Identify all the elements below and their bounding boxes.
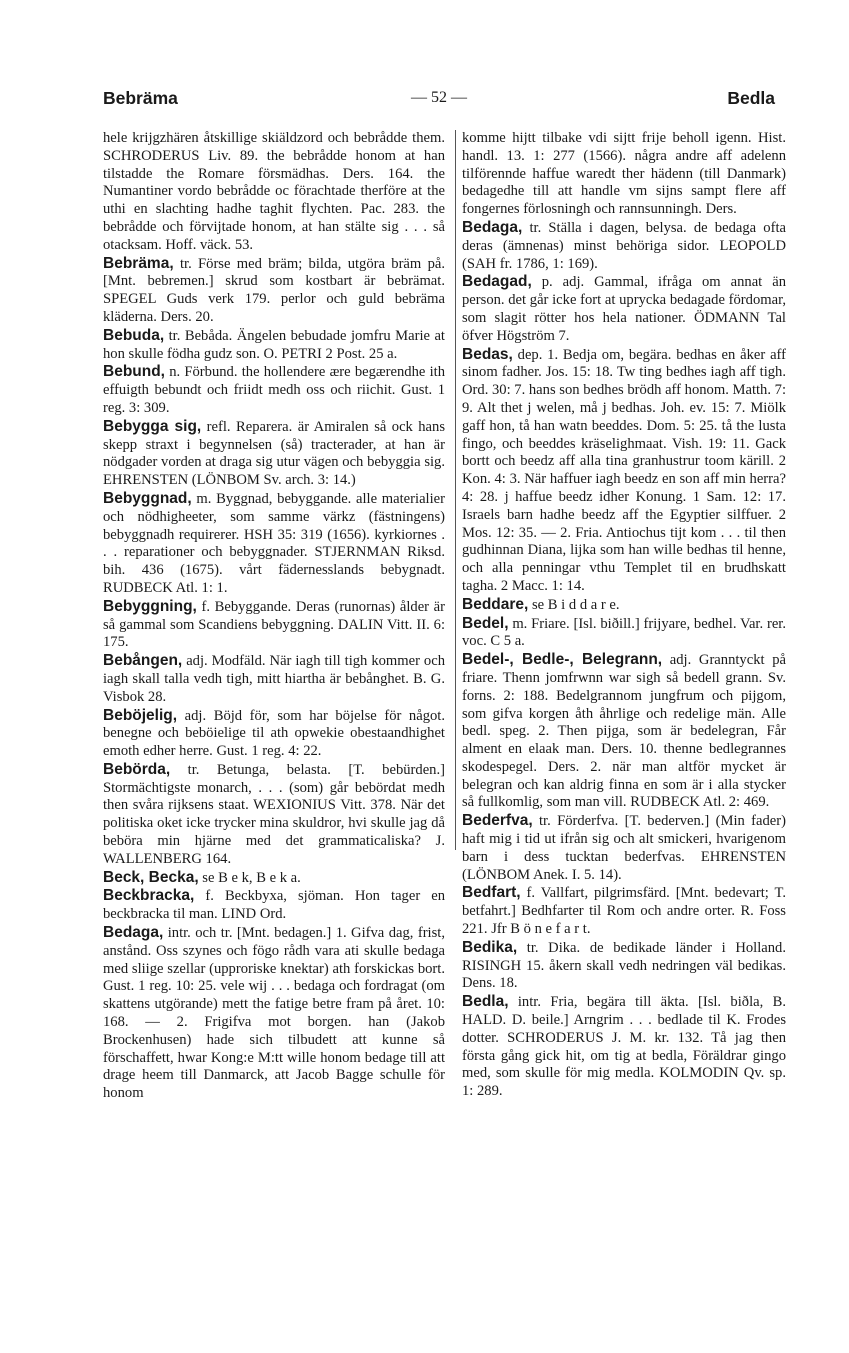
entry-body: tr. Betunga, belasta. [T. bebürden.] Stormächtigste monarch, . . . (som) går bebördat medh then svåra rijksens staat. WEXIONIUS Vitt. 378. När det politiska oket icke trycker mina skuldror, hvi skulle jag då beböra min hjärne med det grammaticaliska? J. WALLENBERG 164. [103,761,445,867]
entry-body: tr. Dika. de bedikade länder i Holland. RISINGH 15. åkern skall vedh nedringen väl bedikas. Dens. 18. [462,939,786,992]
entry-continuation: hele krijgzhären åtskillige skiäldzord och bebrådde them. SCHRODERUS Liv. 89. the bebrådde honom at han tilstadde the Romare försmädhas. Ders. 164. the Numantiner vordo bebrådde oc förachtade therföre at the uthi en slachting hadhe taghit flychten. Pac. 283. the bebrådde och förvijtade honom, at han stälte sig . . . så otacksam. Hoff. väck. 53. [103,130,445,253]
entry-headword: Bedla, [462,993,509,1011]
page-header [103,88,775,112]
dictionary-entry [103,418,445,490]
dictionary-entry [103,869,445,888]
entry-body: m. Friare. [Isl. biðill.] frijyare, bedhel. Var. rer. voc. C 5 a. [462,615,786,650]
entry-body: f. Bebyggande. Deras (runornas) ålder är så gammal som Scandiens bebyggning. DALIN Vitt. II. 6: 175. [103,598,445,651]
dictionary-entry [462,884,786,938]
dictionary-entry [462,219,786,273]
entry-headword: Bedika, [462,938,518,956]
entry-headword: Beckbracka, [103,887,195,905]
entry-body: n. Förbund. the hollendere ære begærendhe ith effuigth bebundt och friidt medh oss och riichit. Gust. 1 reg. 3: 309. [103,364,445,416]
entry-headword: Bebräma, [103,254,174,272]
entry-headword: Bebörda, [103,760,171,778]
entry-body: adj. Granntyckt på friare. Thenn jomfrwnn war sigh så bedell grann. Sv. forns. 2: 188. Bedelgrannom jungfrum och pijgom, som gifva korgen åth åhrlige och redelige män. Alle bedl. speg. 2. Then pijga, som är bedelegran, Får alment en elaak man. Ders. 10. thenne bedlegrannes skodespegel. Ders. 2. när man altför mycket är belegran och kan aldrig finna en som är i alla stycker så fullkomlig, som man vill. RUDBECK Atl. 2: 469. [462,652,786,811]
entry-body: adj. Böjd för, som har böjelse för något. benegne och beböielige til ath opwekie obestaandhighet emoth edher herre. Gust. 1 reg. 4: 22. [103,707,445,760]
dictionary-entry [103,887,445,924]
dictionary-entry [103,255,445,327]
entry-body: se B i d d a r e. [528,596,620,613]
dictionary-entry [462,273,786,345]
entry-body: refl. Reparera. är Amiralen så ock hans skepp straxt i begynnelsen (så) tracterader, at han är nödgader vorden at draga sig utur vägen och bebyggia sig. EHRENSTEN (LÖNBOM Sv. arch. 3: 14.) [103,418,446,489]
right-column [462,130,786,1101]
entry-headword: Bedaga, [103,924,164,942]
entry-body: f. Vallfart, pilgrimsfärd. [Mnt. bedevart; T. betfahrt.] Bedhfarter til Rom och andre orter. R. Foss 221. Jfr B ö n e f a r t. [462,885,786,938]
entry-headword: Bederfva, [462,812,533,830]
entry-body: tr. Förderfva. [T. bederven.] (Min fader) haft mig i tid ut ifrån sig och alt smickeri, hvarigenom barn i dess tucktan bederfvas. EHRENSTEN (LÖNBOM Anek. I. 5. 14). [462,813,786,883]
entry-headword: Beböjelig, [103,706,178,724]
dictionary-entry [103,924,445,1103]
dictionary-entry [103,652,445,706]
dictionary-entry [462,993,786,1101]
entry-body: adj. Modfäld. När iagh till tigh kommer och iagh skall talla vedh tigh, mitt hiartha är bebånghet. B. G. Visbok 28. [103,653,445,705]
entry-headword: Bebund, [103,363,165,381]
entry-body: dep. 1. Bedja om, begära. bedhas en åker aff sinom fadher. Jos. 15: 18. Tw ting bedhes iagh aff tigh. Ord. 30: 7. hans son bedhes brödh aff honom. Matth. 7: 9. Alt thet j welen, må j bedhas. Joh. ev. 15: 7. Miölk gaff hon, tå han watn beeddes. Dom. 5: 25. tå the lusta fingo, och beeddes kräselighmaat. Vish. 19: 11. Gack bortt och beedz aff alla tina granhustrur toom kärill. 2 Kon. 4: 3. När haffuer iagh beedz en son aff min herra? 4: 28. j haffue beedz idher Konung. 1 Sam. 12: 17. Israels barn hadhe beedz aff the Egyptier silffuer. 2 Mos. 12: 35. — 2. Fria. Antiochus tijt kom . . . til then gudhinnan Diana, lijka som han wille bedhas til henne, och alla penningar vthu Templet til en brudhskatt tagha. 2 Macc. 1: 14. [462,346,786,594]
entry-headword: Bedfart, [462,884,521,902]
entry-body: tr. Ställa i dagen, belysa. de bedaga ofta deras (ämnenas) minst behöriga sidor. LEOPOLD (SAH fr. 1786, 1: 169). [462,219,786,272]
dictionary-entry [462,812,786,884]
entry-headword: Bebyggning, [103,597,197,615]
dictionary-entry [103,363,445,417]
page-number: — 52 — [411,89,467,106]
entry-body: tr. Bebåda. Ängelen bebudade jomfru Marie at hon skulle födha gudz son. O. PETRI 2 Post. 25 a. [103,327,445,362]
entry-headword: Bedas, [462,345,513,363]
dictionary-entry [103,707,445,761]
entry-body: se B e k, B e k a. [198,869,301,886]
entry-headword: Beddare, [462,595,529,613]
entry-body: f. Beckbyxa, sjöman. Hon tager en beckbracka til man. LIND Ord. [103,888,445,923]
entry-headword: Bedel, [462,614,509,632]
dictionary-entry [462,615,786,652]
entry-headword: Bebyggnad, [103,489,192,507]
entry-continuation: komme hijtt tilbake vdi sijtt frije beholl igenn. Hist. handl. 13. 1: 277 (1566). några andre aff adelenn tilförennde haffue waredt ther hädenn (till Danmark) bedagedhe till att handle vm sijns sampt flere aff fongernes förlosningh och rannsunningh. Ders. [462,130,786,218]
dictionary-entry [462,346,786,596]
entry-headword: Bebygga sig, [103,417,202,435]
dictionary-entry [462,939,786,993]
dictionary-entry [103,327,445,364]
dictionary-entry [103,490,445,598]
left-column [103,130,445,1103]
entry-headword: Bedel-, Bedle-, Belegrann, [462,651,663,669]
dictionary-entry [103,598,445,652]
dictionary-entry [462,651,786,812]
dictionary-entry [103,761,445,869]
entry-body: m. Byggnad, bebyggande. alle materialier och nödhigheeter, som samme värkz (fästningens) bebyggnadh requirerer. HSH 35: 319 (1656). kyrkiornes . . . reparationer och bebyggnader. STJERNMAN Riksd. bih. 436 (1675). vårt fädernesslands bebygnadt. RUDBECK Atl. 1: 1. [103,490,445,596]
entry-body: p. adj. Gammal, ifråga om annat än person. det går icke fort at uprycka bedagade fördomar, som slagit rötter hos hela nationer. ÖDMANN Tal öfver Högström 7. [462,274,786,344]
entry-headword: Bebången, [103,652,183,670]
entry-headword: Bedagad, [462,273,532,291]
entry-headword: Beck, Becka, [103,868,199,886]
entry-body: intr. Fria, begära till äkta. [Isl. biðla, B. HALD. D. beile.] Arngrim . . . bedlade til K. Frodes dotter. SCHRODERUS J. M. kr. 132. Tå jag then första gång gick hit, om tig at bedla, Föräldrar gingo med, som skulle för mig medla. KOLMODIN Qv. sp. 1: 289. [462,994,786,1100]
dictionary-entry [462,596,786,615]
column-divider [455,130,456,850]
entry-body: tr. Förse med bräm; bilda, utgöra bräm på. [Mnt. bebremen.] skrud som kostbart är bebrämat. SPEGEL Guds verk 179. perlor och guld bebräma kläderna. Ders. 20. [103,255,445,325]
entry-headword: Bebuda, [103,326,165,344]
running-head-left: Bebräma [103,88,178,108]
entry-headword: Bedaga, [462,218,523,236]
running-head-right: Bedla [727,88,775,108]
entry-body: intr. och tr. [Mnt. bedagen.] 1. Gifva dag, frist, anstånd. Oss szynes och fögo rådh vara ati skulle bedaga med sliige szellar (upproriske knektar) ath forskickas bort. Gust. 1 reg. 10: 25. vele wij . . . bedaga och fordragat (om skattens utgörande) mett the fatige betre fram på året. 10: 168. — 2. Frigifva mot borgen. han (Jakob Brockenhusen) hade sich tilbudett att kunne så förschaffett, hwar Kong:e M:tt wille honom bedage till att drage heem till Danmarck, att Jacob Bagge schulle för honom [103,925,445,1102]
